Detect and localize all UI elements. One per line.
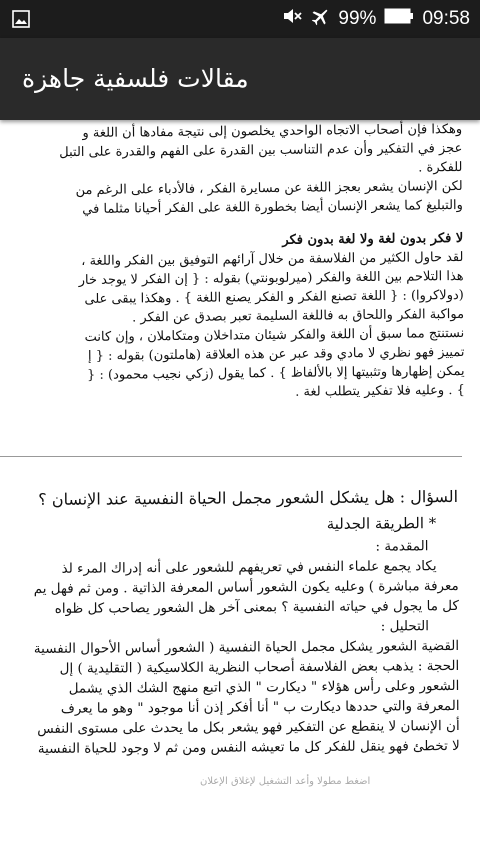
analysis-label: التحليل : bbox=[380, 618, 430, 635]
image-icon bbox=[12, 10, 30, 28]
section-heading: لا فكر بدون لغة ولا لغة بدون فكر bbox=[282, 230, 464, 248]
article-section-consciousness bbox=[0, 484, 460, 760]
text-line: لقد حاول الكثير من الفلاسفة من خلال آرائهم التوفيق بين الفكر واللغة ، bbox=[81, 249, 464, 269]
text-line: هذا التلاحم بين اللغة والفكر (ميرلوبونتي) بقوله : { إن الفكر لا يوجد خار bbox=[78, 268, 464, 289]
text-line: (دولاكروا) : { اللغة تصنع الفكر و الفكر يصنع اللغة } . وهكذا يبقى على bbox=[84, 287, 464, 307]
app-bar bbox=[0, 38, 480, 120]
status-bar bbox=[0, 0, 480, 38]
article-section-language bbox=[0, 120, 465, 405]
text-line: مواكبة الفكر واللحاق به فاللغة السليمة تعبر بصدق عن الفكر . bbox=[131, 306, 465, 326]
text-line: يمكن إظهارها وتثبيتها إلا بالألفاظ } . كما يقول (زكي نجيب محمود) : { bbox=[86, 363, 465, 383]
airplane-icon bbox=[310, 6, 330, 32]
text-line: أن الإنسان لا ينقطع عن التفكير فهو يشعر بكل ما يحدث على مستوى النفس bbox=[37, 717, 460, 737]
text-line: لكن الإنسان يشعر بعجز اللغة عن مسايرة الفكر ، فالأدباء على الرغم من bbox=[75, 178, 463, 199]
page-divider bbox=[0, 456, 462, 457]
text-line: والتبليغ كما يشعر الإنسان أيضا بخطورة اللغة على الفكر أحيانا مثلما في bbox=[82, 197, 463, 217]
text-line: الحجة : يذهب بعض الفلاسفة أصحاب النظرية الكلاسيكية ( التقليدية ) إل bbox=[59, 657, 460, 677]
text-line: وهكذا فإن أصحاب الاتجاه الواحدي يخلصون إلى نتيجة مفادها أن اللغة و bbox=[82, 121, 463, 141]
text-line: يكاد يجمع علماء النفس في تعريفهم للشعور على أنه إدراك المرء لذ bbox=[61, 558, 437, 577]
text-line: تمييز فهو نظري لا مادي وقد عبر عن هذه العلاقة (هاملتون) بقوله : { إ bbox=[87, 344, 465, 364]
text-line: كل ما يجول في حياته النفسية ؟ بمعنى آخر هل الشعور يصاحب كل ظواه bbox=[54, 597, 459, 617]
text-line: } . وعليه فلا تفكير يتطلب لغة . bbox=[295, 382, 465, 400]
ad-overlay-text: اضغط مطولا وأعد التشغيل لإغلاق الإعلان bbox=[200, 776, 371, 787]
text-line: للفكرة . bbox=[418, 159, 463, 176]
mute-icon bbox=[282, 7, 302, 31]
status-right bbox=[282, 0, 470, 38]
intro-label: المقدمة : bbox=[375, 538, 429, 555]
article-content[interactable] bbox=[0, 120, 480, 854]
app-title: مقالات فلسفية جاهزة bbox=[22, 64, 249, 93]
battery-percent: 99% bbox=[338, 8, 377, 29]
text-line: لا تخطئ فهو ينقل للفكر كل ما تعيشه النفس ومن ثم لا وجود للحياة النفسية bbox=[37, 737, 460, 757]
text-line: نستنتج مما سبق أن اللغة والفكر شيئان متداخلان ومتكاملان ، وإن كانت bbox=[84, 325, 465, 345]
text-line: المعرفة والتي حددها ديكارت ب " أنا أفكر إذن أنا موجود " وهو ما يعرف bbox=[60, 697, 460, 717]
text-line: عجز في التفكير وأن عدم التناسب بين القدرة على الفهم والقدرة على التبل bbox=[59, 140, 463, 161]
clock: 09:58 bbox=[422, 8, 470, 29]
method-line: * الطريقة الجدلية bbox=[326, 514, 437, 533]
battery-icon bbox=[384, 8, 414, 30]
question-line: السؤال : هل يشكل الشعور مجمل الحياة النفسية عند الإنسان ؟ bbox=[38, 486, 459, 509]
text-line: القضية الشعور يشكل مجمل الحياة النفسية ( الشعور أساس الأحوال النفسية bbox=[33, 637, 460, 657]
text-line: معرفة مباشرة ) وعليه يكون الشعور أساس المعرفة الذاتية . ومن ثم فهل يم bbox=[33, 577, 459, 597]
text-line: الشعور وعلى رأس هؤلاء " ديكارت " الذي اتبع منهج الشك الذي يشمل bbox=[68, 677, 460, 697]
